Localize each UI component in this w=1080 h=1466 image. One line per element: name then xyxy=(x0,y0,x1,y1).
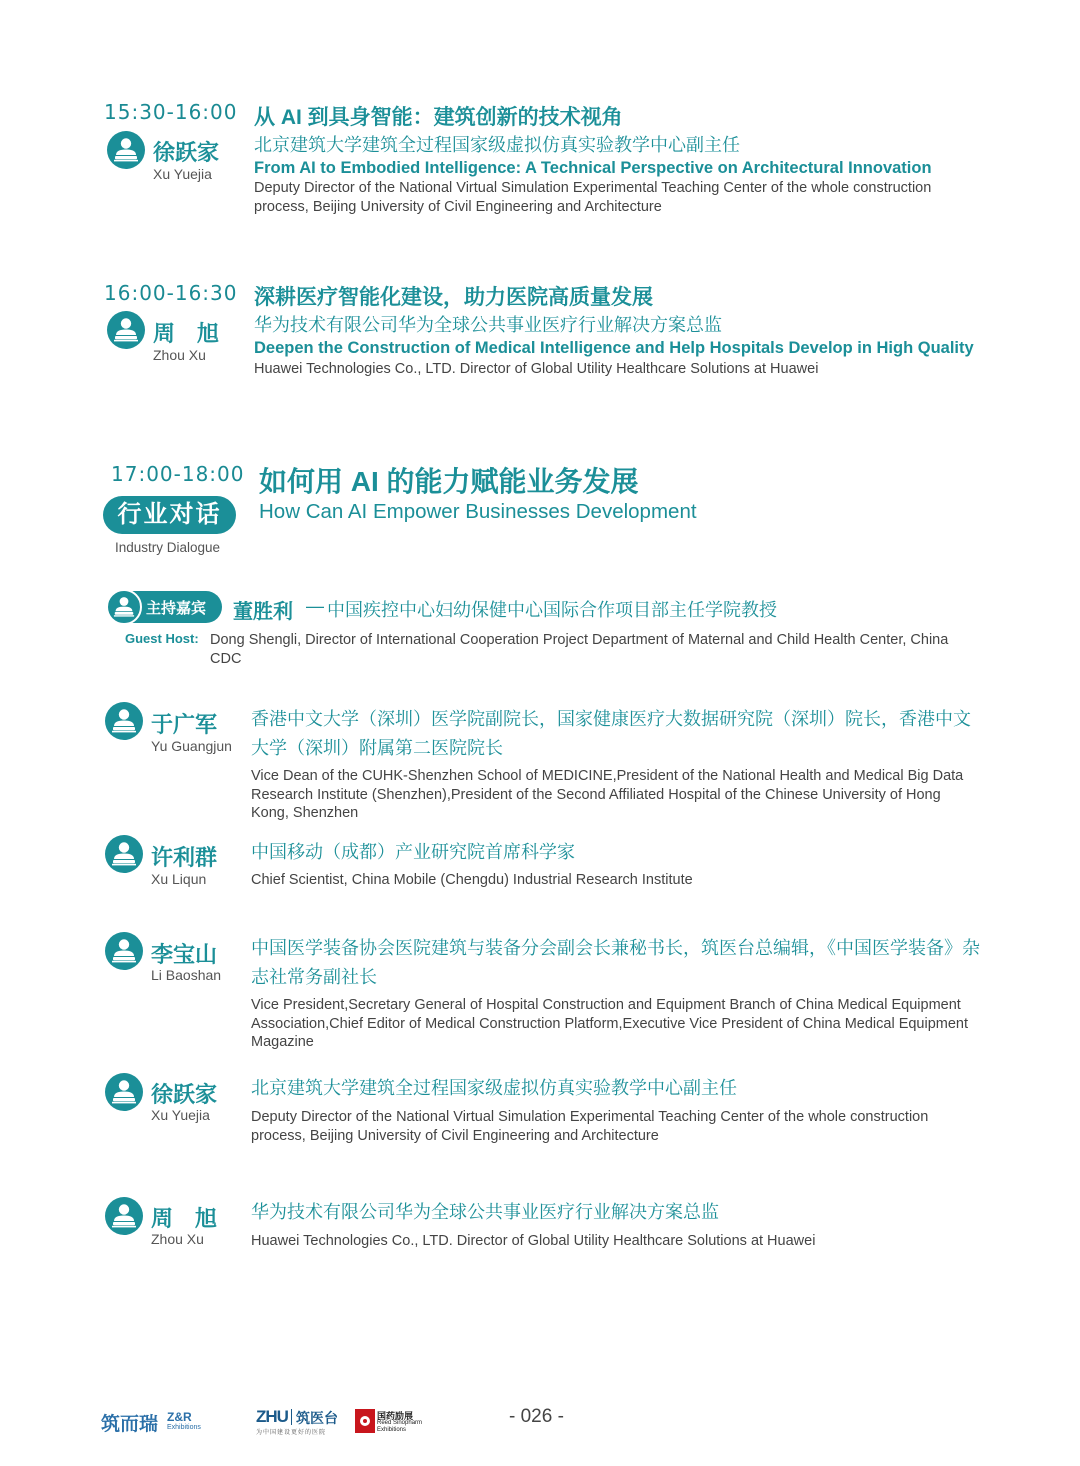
talk-title-en: From AI to Embodied Intelligence: A Technical Perspective on Architectural Innovation xyxy=(254,159,932,177)
speaker-affiliation-en: Huawei Technologies Co., LTD. Director of Global Utility Healthcare Solutions at Huawei xyxy=(254,361,819,377)
panelist-name-cn: 徐跃家 xyxy=(151,1082,218,1107)
page-number: - 026 - xyxy=(509,1406,564,1427)
panelist-name-cn: 许利群 xyxy=(151,845,218,870)
dialogue-time: 17:00-18:00 xyxy=(111,462,245,486)
host-label-en: Guest Host: xyxy=(125,631,199,646)
panelist-name-cn: 周 旭 xyxy=(151,1206,218,1231)
dialogue-badge-en: Industry Dialogue xyxy=(115,540,221,555)
speaker-name-en: Zhou Xu xyxy=(153,347,206,363)
person-icon xyxy=(105,1073,143,1111)
person-icon xyxy=(105,835,143,873)
talk-title-cn: 从 AI 到具身智能：建筑创新的技术视角 xyxy=(254,106,623,129)
panelist-affiliation-en: Vice President,Secretary General of Hospital Construction and Equipment Branch of China Medical Equipment Association,Chief Editor of Medical Construction Platform,Executive Vice President of China Medical Equipment Magazine xyxy=(251,997,969,1050)
person-icon xyxy=(105,702,143,740)
panelist-affiliation-cn: 中国医学装备协会医院建筑与装备分会副会长兼秘书长，筑医台总编辑，《中国医学装备》杂志社常务副社长 xyxy=(251,938,980,987)
host-person-icon xyxy=(106,589,142,625)
panelist-name-en: Xu Yuejia xyxy=(151,1107,210,1123)
speaker-affiliation-cn: 北京建筑大学建筑全过程国家级虚拟仿真实验教学中心副主任 xyxy=(254,135,740,155)
host-badge xyxy=(107,591,222,623)
panelist-name-en: Li Baoshan xyxy=(151,967,222,983)
panelist-name-cn: 于广军 xyxy=(151,712,218,737)
dialogue-badge: 行业对话 xyxy=(103,496,236,534)
panelist-affiliation-cn: 中国移动（成都）产业研究院首席科学家 xyxy=(251,842,575,862)
session-time: 16:00-16:30 xyxy=(104,281,238,305)
speaker-name-cn: 周 旭 xyxy=(153,321,220,346)
person-icon xyxy=(107,311,145,349)
dialogue-title-en: How Can AI Empower Businesses Development xyxy=(259,500,697,523)
dialogue-title-cn: 如何用 AI 的能力赋能业务发展 xyxy=(259,466,639,497)
person-icon xyxy=(105,932,143,970)
panelist-affiliation-cn: 香港中文大学（深圳）医学院副院长，国家健康医疗大数据研究院（深圳）院长，香港中文大学（深圳）附属第二医院院长 xyxy=(251,709,971,758)
session-time: 15:30-16:00 xyxy=(104,100,238,124)
person-icon xyxy=(107,131,145,169)
host-affiliation-en: Dong Shengli, Director of International Cooperation Project Department of Maternal and Child Health Center, China CDC xyxy=(210,632,949,667)
panelist-name-en: Zhou Xu xyxy=(151,1231,204,1247)
panelist-name-en: Yu Guangjun xyxy=(151,738,232,754)
reed-logo-icon xyxy=(355,1409,375,1433)
panelist-name-en: Xu Liqun xyxy=(151,871,207,887)
talk-title-en: Deepen the Construction of Medical Intelligence and Help Hospitals Develop in High Quality xyxy=(254,339,974,357)
panelist-affiliation-en: Chief Scientist, China Mobile (Chengdu) Industrial Research Institute xyxy=(251,872,693,888)
speaker-name-cn: 徐跃家 xyxy=(153,140,220,165)
panelist-affiliation-en: Vice Dean of the CUHK-Shenzhen School of MEDICINE,President of the National Health and Medical Big Data Research Institute (Shenzhen),President of the Second Affiliated Hospital of the Chinese University of Hong Kong, Shenzhen xyxy=(251,768,964,821)
panelist-affiliation-cn: 华为技术有限公司华为全球公共事业医疗行业解决方案总监 xyxy=(251,1202,719,1222)
panelist-affiliation-en: Deputy Director of the National Virtual Simulation Experimental Teaching Center of the whole construction process, Beijing University of Civil Engineering and Architecture xyxy=(251,1109,929,1144)
talk-title-cn: 深耕医疗智能化建设，助力医院高质量发展 xyxy=(254,286,653,309)
panelist-name-cn: 李宝山 xyxy=(151,942,218,967)
speaker-name-en: Xu Yuejia xyxy=(153,166,212,182)
host-name-cn: 董胜利 xyxy=(233,601,293,623)
panelist-affiliation-en: Huawei Technologies Co., LTD. Director of Global Utility Healthcare Solutions at Huawei xyxy=(251,1233,816,1249)
host-affiliation-cn: 中国疾控中心妇幼保健中心国际合作项目部主任学院教授 xyxy=(327,600,777,620)
person-icon xyxy=(105,1197,143,1235)
panelist-affiliation-cn: 北京建筑大学建筑全过程国家级虚拟仿真实验教学中心副主任 xyxy=(251,1078,737,1098)
host-badge-label: 主持嘉宾 xyxy=(146,600,207,617)
speaker-affiliation-cn: 华为技术有限公司华为全球公共事业医疗行业解决方案总监 xyxy=(254,315,722,335)
host-dash: — xyxy=(306,596,324,616)
speaker-affiliation-en: Deputy Director of the National Virtual Simulation Experimental Teaching Center of the whole construction process, Beijing University of Civil Engineering and Architecture xyxy=(254,180,932,215)
